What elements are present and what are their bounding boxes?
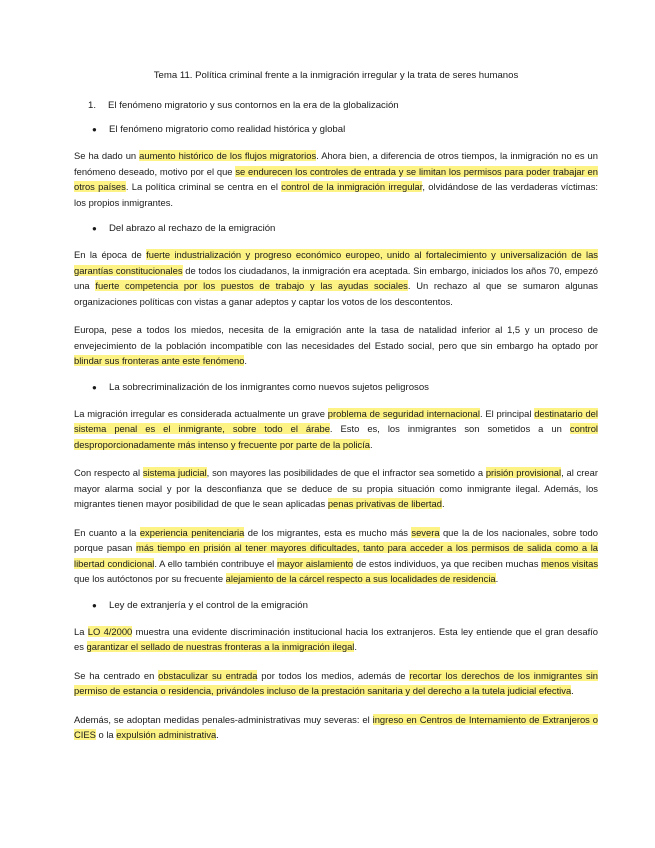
highlighted-text: recortar los derechos de los inmigrantes sin permiso de estancia o residencia, privándoles incluso de la prestación sanitaria y del derecho a la tutela judicial efectiva	[74, 669, 598, 696]
paragraph-text: de todos los ciudadanos, la inmigración era aceptada. Sin embargo, iniciados los años 70, empezó una	[74, 264, 598, 291]
page-title: Tema 11. Política criminal frente a la inmigración irregular y la trata de seres humanos	[153, 70, 519, 81]
paragraph-text: .	[370, 438, 373, 450]
paragraph-text: En cuanto a la	[74, 526, 140, 538]
highlighted-text: mayor aislamiento	[276, 557, 354, 569]
highlighted-text: garantizar el sellado de nuestras fronteras a la inmigración ilegal	[86, 641, 355, 652]
paragraph-text: , al crear mayor alarma social y por la desconfianza que se deduce de su propia situación como inmigrante ilegal. Además, los migrantes tienen mayor posibilidad de que le sean aplicadas	[74, 467, 598, 509]
paragraph-text: de estos individuos, ya que reciben muchas	[353, 557, 542, 569]
bullet-heading-text: La sobrecriminalización de los inmigrantes como nuevos sujetos peligrosos	[109, 381, 429, 393]
paragraph-text: .	[244, 355, 248, 366]
bullet-icon: ●	[92, 224, 97, 233]
paragraph	[74, 465, 598, 512]
paragraph-text: .	[354, 641, 357, 652]
paragraph	[74, 247, 598, 309]
highlighted-text: severa	[411, 526, 440, 538]
highlighted-text: problema de seguridad internacional	[327, 407, 480, 419]
paragraph-text: de los migrantes, esta es mucho más	[244, 526, 412, 538]
paragraph-text: . Ahora bien, a diferencia de otros tiempos, la inmigración no es un fenómeno deseado, motivo por el que	[74, 150, 598, 177]
paragraph	[74, 148, 598, 210]
highlighted-text: fuerte competencia por los puestos de trabajo y las ayudas sociales	[95, 280, 408, 291]
paragraph-text: .	[495, 573, 499, 584]
paragraph-text: Se ha centrado en	[74, 669, 159, 681]
bullet-heading	[92, 382, 598, 393]
paragraph-text: .	[441, 498, 445, 509]
paragraph-text: o la	[95, 729, 117, 740]
highlighted-text: fuerte industrialización y progreso económico europeo, unido al fortalecimiento y universalización de las garantías constitucionales	[74, 249, 598, 276]
paragraph-text: En la época de	[74, 249, 147, 260]
paragraph	[74, 525, 598, 587]
highlighted-text: obstaculizar su entrada	[158, 669, 258, 681]
paragraph-text: . La política criminal se centra en el	[125, 181, 282, 192]
highlighted-text: ingreso en Centros de Internamiento de Extranjeros o CIES	[74, 713, 599, 740]
paragraph-text: . El principal	[479, 407, 535, 419]
highlighted-text: control de la inmigración irregular	[281, 181, 423, 192]
bullet-heading-text: Del abrazo al rechazo de la emigración	[109, 223, 276, 234]
paragraph-text: por todos los medios, además de	[257, 669, 410, 681]
paragraph-text: , olvidándose de las verdaderas víctimas: los propios inmigrantes.	[74, 181, 598, 208]
highlighted-text: menos visitas	[541, 557, 599, 569]
paragraph-text: .	[571, 685, 574, 696]
highlighted-text: penas privativas de libertad	[327, 498, 442, 509]
highlighted-text: destinatario del sistema penal es el inmigrante, sobre todo el árabe	[74, 407, 598, 434]
section-heading-text: El fenómeno migratorio y sus contornos en la era de la globalización	[108, 100, 399, 111]
highlighted-text: más tiempo en prisión al tener mayores dificultades, tanto para acceder a los permisos de salida como a la libertad condicional	[74, 542, 598, 569]
paragraph-text: .	[216, 729, 219, 740]
highlighted-text: se endurecen los controles de entrada y se limitan los permisos para poder trabajar en otros países	[74, 165, 598, 192]
highlighted-text: expulsión administrativa	[116, 729, 217, 740]
paragraph-text: que la de los nacionales, sobre todo porque pasan	[74, 526, 598, 553]
document-body	[74, 124, 598, 743]
bullet-icon: ●	[92, 600, 97, 610]
paragraph	[74, 712, 598, 743]
highlighted-text: alejamiento de la cárcel respecto a sus localidades de residencia	[225, 573, 496, 584]
bullet-heading	[92, 124, 598, 135]
highlighted-text: control desproporcionadamente más intenso y frecuente por parte de la policía	[74, 423, 599, 450]
bullet-heading-text: El fenómeno migratorio como realidad histórica y global	[109, 124, 346, 135]
highlighted-text: LO 4/2000	[87, 625, 133, 637]
paragraph-text: Con respecto al	[74, 467, 143, 478]
paragraph	[74, 624, 598, 655]
paragraph	[74, 668, 598, 699]
section-number: 1.	[88, 100, 97, 111]
highlighted-text: aumento histórico de los flujos migratorios	[139, 150, 317, 161]
paragraph	[74, 406, 598, 453]
paragraph-text: . Esto es, los inmigrantes son sometidos a un	[329, 423, 570, 434]
paragraph-text: . Un rechazo al que se sumaron algunas organizaciones políticas con vistas a ganar adeptos y captar los votos de los descontentos.	[74, 280, 598, 307]
highlighted-text: experiencia penitenciaria	[139, 526, 245, 538]
paragraph-text: que los autóctonos por su frecuente	[74, 573, 226, 584]
paragraph	[74, 322, 598, 369]
paragraph-text: Europa, pese a todos los miedos, necesita de la emigración ante la tasa de natalidad inferior al 1,5 y un proceso de envejecimiento de la población incompatible con las necesidades del Estado social, pero que sin embargo ha optado por	[74, 324, 598, 351]
highlighted-text: prisión provisional	[485, 467, 562, 478]
paragraph-text: , son mayores las posibilidades de que el infractor sea sometido a	[206, 467, 486, 478]
section-heading	[88, 100, 598, 111]
paragraph-text: Además, se adoptan medidas penales-administrativas muy severas: el	[74, 713, 373, 725]
bullet-heading-text: Ley de extranjería y el control de la emigración	[109, 599, 308, 611]
paragraph-text: . A ello también contribuye el	[154, 557, 277, 569]
highlighted-text: blindar sus fronteras ante este fenómeno	[74, 355, 245, 366]
paragraph-text: La	[74, 625, 88, 637]
paragraph-text: Se ha dado un	[74, 150, 140, 161]
highlighted-text: sistema judicial	[142, 467, 207, 478]
paragraph-text: muestra una evidente discriminación institucional hacia los extranjeros. Esta ley entiende que el gran desafío es	[74, 625, 598, 652]
bullet-heading	[92, 223, 598, 234]
bullet-icon: ●	[92, 382, 97, 392]
paragraph-text: La migración irregular es considerada actualmente un grave	[74, 407, 328, 419]
bullet-heading	[92, 600, 598, 611]
bullet-icon: ●	[92, 125, 97, 134]
